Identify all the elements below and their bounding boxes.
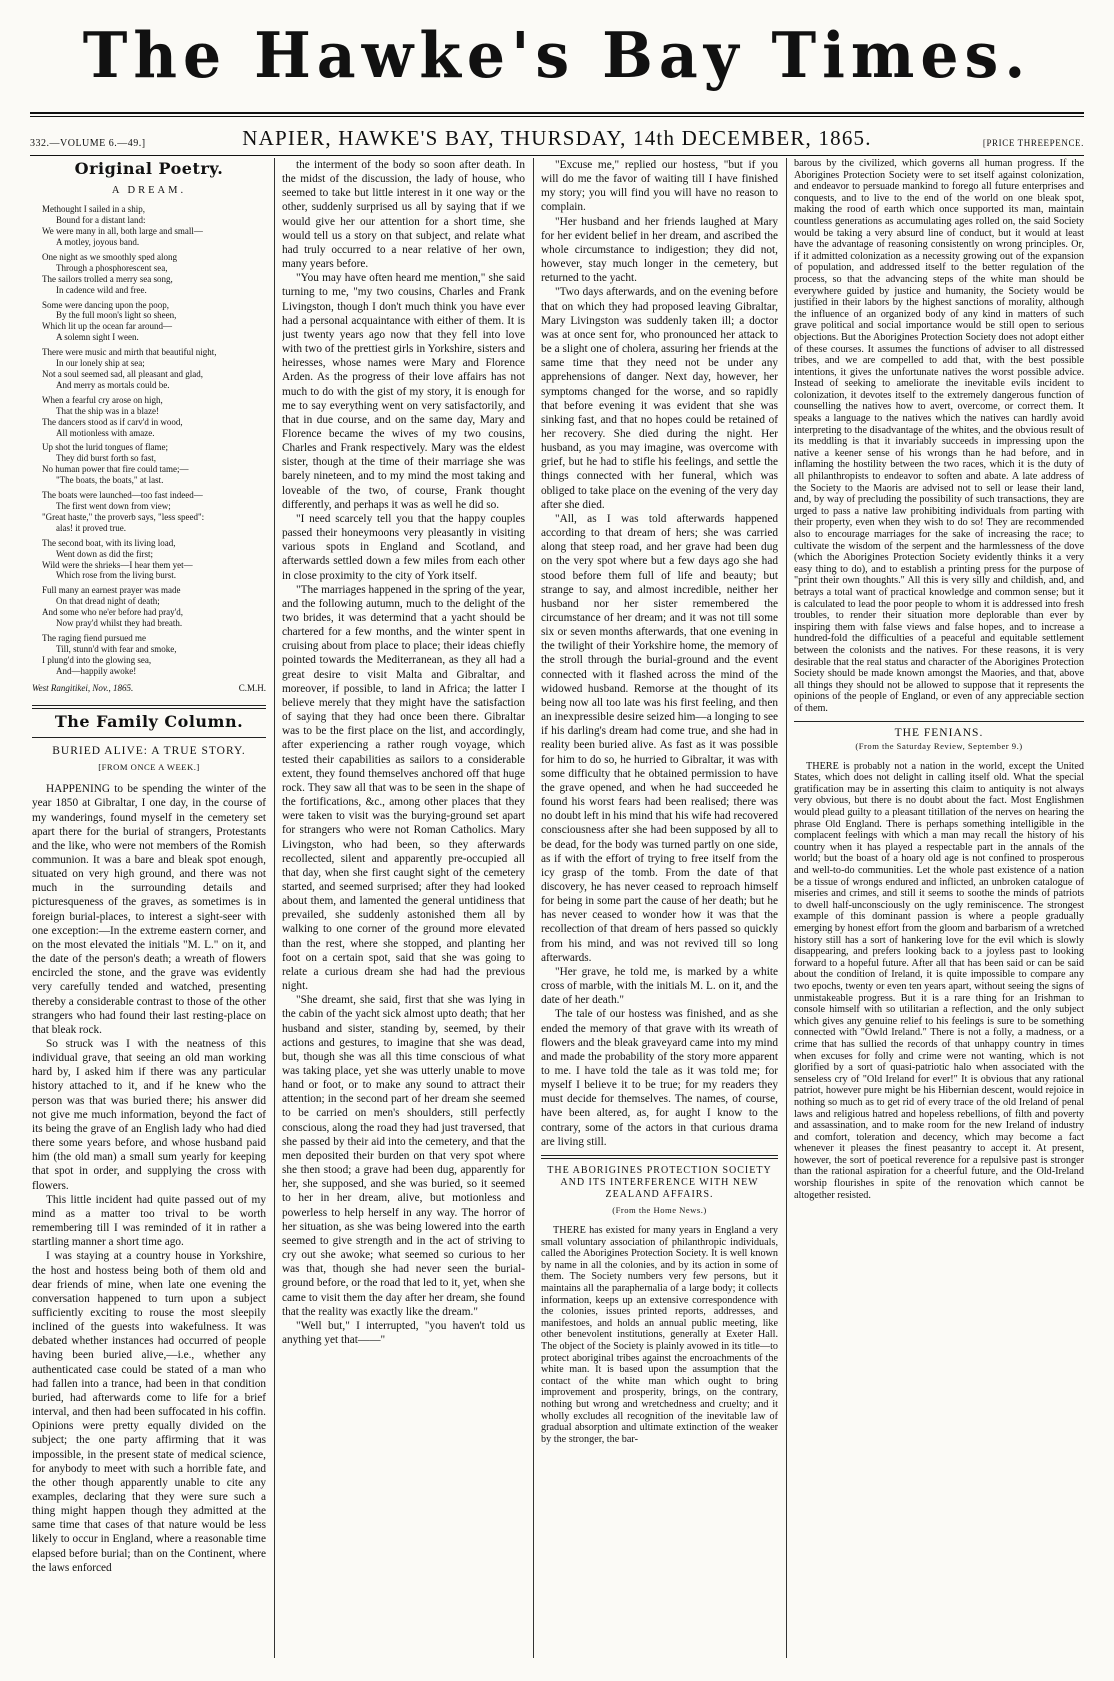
story-paragraph: So struck was I with the neatness of this individual grave, that seeing an old man working hard by, I asked him if there was any particular history attached to it, and if he knew who the person was that was buried there; his answer did not give me much information, beyond the fact of its being the grave of an English lady who had died there some years before, and whose husband paid him (the old man) a small sum yearly for keeping that spot in order, and supplying the cross with flowers. [32, 1038, 266, 1192]
story-paragraph: The tale of our hostess was finished, and as she ended the memory of that grave with its wreath of flowers and the bleak graveyard came into my mind and made the probability of the story more apparent to me. I have told the tale as it was told me; for myself I believe it to be true; for my readers they must decide for themselves. The names, of course, have been altered, as, for aught I know to the contrary, some of the actors in that curious drama are living still. [541, 1008, 778, 1148]
story-paragraph: "The marriages happened in the spring of the year, and the following autumn, much to the delight of the two brides, it was determind that a yacht should be chartered for a few months, and the winter spent in cruising about from place to place; their ideas chiefly pointed towards the Mediterranean, as they all had a great desire to visit Malta and Gibraltar, and moreover, if possible, to land in Africa; the latter I believe merely that they might have the satisfaction of saying that they had once been there. Gibraltar was to be the first place on the list, and accordingly, after experiencing a rather rough voyage, which tested their capabilities as sailors to a considerable extent, they found themselves anchored off that huge rock. They saw all that was to be seen in the shape of the fortifications, &c., among other places that they were taken to visit was the burying-ground set apart for strangers who were not Roman Catholics. Mary Livingston, who had been, so they afterwards recollected, silent and apparently pre-occupied all that day, when she first caught sight of the cemetery started, and seemed surprised; after they had looked about them, and lamented the general untidiness that prevailed, she suddenly astonished them all by walking to one corner of the ground more elevated than the rest, where she stopped, and planting her foot on a certain spot, said that she was going to relate a curious dream she had had the previous night. [282, 583, 525, 993]
poem-line: There were music and mirth that beautiful night, [42, 347, 217, 358]
poem-line: On that dread night of death; [56, 596, 160, 607]
poem-line: Methought I sailed in a ship, [42, 204, 145, 215]
dateline [30, 126, 1084, 156]
poem-stanza [42, 490, 266, 534]
poem-line: A motley, joyous band. [56, 237, 140, 248]
poem-line: The sailors trolled a merry sea song, [42, 273, 173, 284]
poem-line: The first went down from view; [56, 500, 171, 511]
column-divider [786, 158, 787, 1658]
story-paragraph: "Well but," I interrupted, "you haven't told us anything yet that——" [282, 1319, 525, 1346]
poem-line: And—happily awoke! [56, 665, 137, 676]
poem-line: No human power that fire could tame;— [42, 464, 189, 475]
poem-stanza [42, 442, 266, 486]
masthead-title: The Hawke's Bay Times. [82, 19, 1032, 93]
story-paragraph: "She dreamt, she said, first that she was lying in the cabin of the yacht sick almost upto death; that her husband and sister, standing by, seemed, by their actions and gestures, to imagine that she was dead, but, though she was all this time conscious of what was taking place, yet she was utterly unable to move hand or foot, or to make any sound to attract their attention; in the second part of her dream she seemed to be carried on men's shoulders, still perfectly conscious, along the road they had just traversed, that she passed by their aid into the cemetery, and that the men deposited their burden on that very spot where she then stood; a grave had been dug, apparently for her, she supposed, and she was buried, so it seemed to her in her dream, alive, but motionless and powerless to help herself in any way. The horror of her situation, as she was being lowered into the earth seemed to give strength and in the act of striving to cry out she awoke; what seemed so curious to her was that, though she had never seen the burial-ground before, or the road that led to it, yet, when she came to visit them the day after her dream, she found that the reality was exactly like the dream." [282, 994, 525, 1318]
fenians-title: THE FENIANS. [894, 726, 984, 739]
column-2 [282, 158, 525, 1658]
poem-line: That the ship was in a blaze! [56, 405, 159, 416]
masthead-rule-top [30, 112, 1084, 114]
poem-line: Bound for a distant land: [56, 215, 146, 226]
poem-line: They did burst forth so fast, [56, 453, 156, 464]
poem-line: Through a phosphorescent sea, [56, 262, 168, 273]
poem-line: We were many in all, both large and small— [42, 226, 203, 237]
story-paragraph: "You may have often heard me mention," she said turning to me, "my two cousins, Charles and Frank Livingston, though I don't much think you have ever had a personal acquaintance with either of them. It is just twenty years ago now that they fell into love with two of the prettiest girls in Yorkshire, sisters and heiresses, whose names were Mary and Florence Arden. As the progress of their love affairs has not much to do with the gist of my story, it is enough for me to say everything went on very satisfactorily, and that in due course, and on the same day, Mary and Florence became the wives of my two cousins, Charles and Frank respectively. Mary was the eldest sister, though at the time of their marriage she was barely nineteen, and to my mind the most taking and loveable of the two, of course, Frank thought differently, and perhaps it was as well he did so. [282, 272, 525, 511]
story-paragraph: "I need scarcely tell you that the happy couples passed their honeymoons very pleasantly in visiting various spots in England and Scotland, and afterwards settled down a few miles from each other in close proximity to the city of York itself. [282, 512, 525, 582]
story-title: BURIED ALIVE: A TRUE STORY. [52, 744, 246, 757]
poem-line: I plung'd into the glowing sea, [42, 654, 152, 665]
column-3 [541, 158, 778, 1658]
poem-stanza [42, 585, 266, 629]
poem-stanza [42, 633, 266, 677]
masthead-rule-bottom [30, 116, 1084, 117]
story-paragraph: "Her grave, he told me, is marked by a white cross of marble, with the initials M. L. on it, and the date of her death." [541, 965, 778, 1007]
story-paragraph: This little incident had quite passed out of my mind as a matter too trival to be worth remembering till I was reminded of it in rather a startling manner a short time ago. [32, 1193, 266, 1249]
story-paragraph: "All, as I was told afterwards happened according to that dream of hers; she was carried along that steep road, and her grave had been dug on the very spot where but a few days ago she had stood before them full of life and beauty; but strange to say, and almost incredible, neither her husband nor her sister remembered the circumstance of her dream; and it was not till some six or seven months afterwards, that one evening in the twilight of their Yorkshire home, the memory of the stroll through the burial-ground and the event connected with it flashed across the mind of the widowed husband. Remorse at the thought of its being now all too late was his first feeling, and then an inexpressible desire seized him—a longing to see if his darling's dream had come true, and she had in reality been buried alive. As fast as it was possible for him to do so, he hurried to Gibraltar, it was with some difficulty that he obtained permission to have the grave opened, and when he had succeeded he found his worst fears had been realised; there was no doubt left in his mind that his wife had recovered consciousness after she had been supposed by all to be dead, for the body was turned partly on one side, as if with the effort of trying to free itself from the icy grasp of the tomb. From the date of that discovery, he has never ceased to reproach himself for being in some part the cause of her death; but he has never ceased to wonder how it was that the recollection of that dream of hers passed so quickly from his mind, and was not revived till so long afterwards. [541, 512, 778, 964]
section-rule [794, 721, 1084, 722]
poem-line: In cadence wild and free. [56, 284, 147, 295]
story-text-part-2 [282, 158, 525, 1347]
poem-line: One night as we smoothly sped along [42, 251, 177, 262]
column-1 [32, 158, 266, 1658]
poem-line: Not a soul seemed sad, all pleasant and glad, [42, 369, 203, 379]
poem-line: "The boats, the boats," at last. [56, 475, 164, 486]
dateline-rule [30, 155, 1084, 156]
poem-line: A solemn sight I ween. [56, 332, 139, 343]
poem-stanza [42, 538, 266, 582]
story-paragraph: the interment of the body so soon after death. In the midst of the discussion, the lady of house, who seemed to take but little interest in it one way or the other, suddenly surprised us all by saying that if we would give her our attention for a short time, she would tell us a story on that subject, and relate what had truly occurred to a near relative of her own, many years before. [282, 159, 525, 271]
poem-line: Wild were the shrieks—I hear them yet— [42, 559, 193, 570]
poem-line: And merry as mortals could be. [56, 379, 170, 390]
poem-line: The boats were launched—too fast indeed— [42, 490, 203, 501]
poem-line: All motionless with amaze. [56, 427, 155, 438]
aborigines-source: (From the Home News.) [612, 1204, 707, 1215]
volume-number: 332.—VOLUME 6.—49.] [30, 138, 146, 149]
poem-line: Till, stunn'd with fear and smoke, [56, 643, 177, 654]
poem [32, 204, 266, 676]
story-paragraph: HAPPENING to be spending the winter of the year 1850 at Gibraltar, I one day, in the course of my wanderings, found myself in the cemetery set apart there for the burial of strangers, Protestants and the like, who were not members of the Romish communion. It was a bare and bleak spot enough, situated on very high ground, and there was not much in the surrounding details and picturesqueness of the graves, as sometimes is in foreign burial-places, to interest a sight-seer with one exception:—In the extreme eastern corner, and on the most elevated the initials "M. L." on it, and the date of the person's death; a wreath of flowers encircled the stone, and the grave was evidently very carefully tended and watched, presenting thereby a considerable contrast to those of the other strangers who had found their last resting-place on that bleak rock. [32, 783, 266, 1036]
place-date: NAPIER, HAWKE'S BAY, THURSDAY, 14th DECEMBER, 1865. [242, 126, 872, 150]
poem-line: The raging fiend pursued me [42, 632, 146, 643]
poem-line: The second boat, with its living load, [42, 537, 176, 548]
aborigines-text-part-1: THERE has existed for many years in England a very small voluntary association of philanthropic individuals, called the Aborigines Protection Society. It is well known by name in all the colonies, and by its action in some of them. The Society numbers very few persons, but it maintains all the paraphernalia of a large body; it collects information, keeps up an extensive correspondence with the colonies, issues printed reports, addresses, and manifestoes, and holds an annual public meeting, like other benevolent institutions, generally at Exeter Hall. The object of the Society is plainly avowed in its title—to protect aboriginal tribes against the encroachments of the white man. It is based upon the assumption that the contact of the white man which ought to bring improvement and prosperity, brings, on the contrary, nothing but wrong and wretchedness and cruelty; and it wholly excludes all recognition of the inevitable law of gradual absorption and ultimate extinction of the weaker by the stronger, the bar- [541, 1225, 778, 1445]
story-paragraph: "Two days afterwards, and on the evening before that on which they had proposed leaving Gibraltar, Mary Livingston was suddenly taken ill; a doctor was at once sent for, who pronounced her attack to be a slight one of cholera, assuring her friends at the same time that they need not be under any apprehensions of danger. Next day, however, her symptoms changed for the worse, and so rapidly that before evening it was evident that she was sinking fast, and that no hopes could be retained of her recovery. She died during the night. Her husband, as you may imagine, was overcome with grief, but he had to stifle his feelings, and settle the things connected with her funeral, which was obliged to take place on the evening of the very day after she died. [541, 286, 778, 511]
poem-line: Went down as did the first; [56, 548, 154, 559]
poem-line: When a fearful cry arose on high, [42, 394, 163, 405]
poem-line: Some were dancing upon the poop, [42, 299, 169, 310]
poem-line: By the full moon's light so sheen, [56, 310, 177, 321]
poem-line: The dancers stood as if carv'd in wood, [42, 416, 183, 427]
poem-signature [32, 681, 266, 695]
aborigines-text-part-2: barous by the civilized, which governs all human progress. If the Aborigines Protection Society were to set itself against colonization, and endeavor to persuade mankind to forego all future enterprises and conquests, and to live to the end of the world on one bleak spot, making the rood of earth which once supported its man, maintain countless generations as accumulating ages rolled on, the said Society would be taking a very absurd line of conduct, but it would at least have the advantage of reasoning consistently on wrong principles. Or, if it admitted colonization as a necessity growing out of the expansion of population, and addressed itself to the better regulation of the process, so that the advancing steps of the white man should be everywhere guided by justice and humanity, the Society would be justified in their labors by the highest sanctions of morality, although the influence of an organized body of any kind in matters of such grave political and social importance would be still open to serious objections. But the Aborigines Protection Society does not adopt either of these courses. It assumes the functions of adviser to all distressed tribes, and we are compelled to add that, with the best possible intentions, it gives the unfortunate natives the worst possible advice. Instead of seeking to ameliorate the inevitable evils incident to colonization, it devotes itself to the extremely dangerous function of counselling the natives how to avert, overcome, or correct them. It speaks a language to the natives which the natives can hardly avoid interpreting to the disadvantage of the whites, and the obvious result of its meddling is that it invariably succeeds in impressing upon the native a keener sense of his wrongs than he had before, and in inflaming the hostility between the two races, which it is the duty of all philanthropists to endeavor to soften and abate. A late address of the Society to the Maoris are advised not to sell or lease their land, and, by way of precluding the possibility of such transactions, they are urged to pass a native law prohibiting individuals from parting with their property, even when they wish to do so! They are recommended also to encourage marriages for the sake of increasing the race; to cultivate the wisdom of the serpent and the harmlessness of the dove (which the Aborigines Protection Society evidently thinks it a very easy thing to do), and to establish a printing press for the purpose of "print their own thoughts." All this is very silly and childish, and, and betrays a total want of practical knowledge and common sense; but it is calculated to lead the poor people to whom it is addressed into fresh troubles, to render their situation more deplorable than ever by inspiring them with false views and false hopes, and to increase a hundred-fold the difficulties of a peaceful and equitable settlement between the colonists and the natives. For these reasons, it is very desirable that the real status and character of the Aborigines Protection Society should be made known amongst the Maories, and that, above all things they should not be allowed to suppose that it represents the opinions of the people of England, or even of any appreciable section of them. [794, 158, 1084, 714]
poem-stanza [42, 252, 266, 296]
poem-line: In our lonely ship at sea; [56, 358, 145, 369]
poem-line: Which lit up the ocean far around— [42, 321, 172, 332]
section-rule [32, 705, 266, 709]
fenians-text: THERE is probably not a nation in the world, except the United States, which does not delight in calling itself old. What the special gratification may be in asserting this claim to antiquity is not always very obvious, but there is no doubt about the fact. Most Englishmen would plead guilty to a pleasant titillation of the nerves on hearing the phrase Old England. There is perhaps something intelligible in the complacent feelings with which a man may recall the history of his country when it has played a respectable part in the annals of the world; but the boast of a hoary old age is not confined to prosperous and well-to-do communities. Let the whole past existence of a nation be a tissue of wrongs endured and inflicted, an unbroken catalogue of miseries and crimes, and still it seems to soothe the minds of patriots to dwell half-unconsciously on the ugly reminiscence. The strongest example of this dominant passion is where a people gradually emerging by honest effort from the gloom and barbarism of a wretched history still has a sort of hankering love for the evil which is slowly disappearing, and prefers looking back to a joyless past to looking forward to a hopeful future. After all that has been said or can be said about the condition of Ireland, it is quite impossible to compare any two epochs, twenty or even ten years apart, without seeing the signs of unmistakeable progress. But it is a rare thing for an Irishman to console himself with so utilitarian a reflection, and the only subject which gives any genuine relief to his feelings is sure to be something connected with "Owld Ireland." There is not a folly, a madness, or a crime that has sullied the records of that unhappy country in times when excuses for folly and crime were not wanting, which is not glorified by a sort of quasi-patriotic halo when associated with the senseless cry of "Old Ireland for ever!" It is obvious that any rational patriot, however pure might be his Hibernian descent, would rejoice in nothing so much as to get rid of every trace of the old Ireland of penal laws and religious hatred and hopeless rebellions, of filth and poverty and assassination, and to make room for the new Ireland of industry and comfort, toleration and decency, which may become a fact whenever it pleases the finest peasantry to accept it. At present, however, the sort of poetical reverence for a repulsive past is stronger than the rational aspiration for a cheerful future, and the Old-Ireland worship flourishes in spite of the renovation which cannot be altogether resisted. [794, 760, 1084, 1201]
column-4 [794, 158, 1084, 1658]
poem-title: A DREAM. [111, 185, 187, 197]
fenians-source: (From the Saturday Review, September 9.) [855, 741, 1023, 752]
column-divider [274, 158, 275, 1658]
story-text-part-1 [32, 782, 266, 1575]
poetry-section-heading: Original Poetry. [74, 159, 224, 178]
poem-line: alas! it proved true. [56, 522, 126, 533]
poem-stanza [42, 204, 266, 248]
family-section-heading: The Family Column. [54, 711, 244, 731]
poem-stanza [42, 395, 266, 439]
story-paragraph: I was staying at a country house in Yorkshire, the host and hostess being both of them old and dear friends of mine, when late one evening the conversation happened to turn upon a subject sufficiently exciting to rouse the most sleepily inclined of the guests into wakefulness. It was debated whether instances had occurred of people having been buried alive,—i.e., whether any authenticated case could be stated of a man who had fallen into a trance, had been in that condition buried, had afterwards come to life for a brief interval, and then had been suffocated in his coffin. Opinions were pretty equally divided on the subject; the one party affirming that it was impossible, in the present state of medical science, for anybody to meet with such a horrible fate, and the other though apparently unable to cite any examples, declaring that they were sure such a thing might happen though they admitted at the same time that cases of that nature would be less likely to occur in England, where a reasonable time elapsed before burial; than on the Continent, where the laws enforced [32, 1250, 266, 1574]
poem-place: West Rangitikei, Nov., 1865. [32, 682, 134, 693]
story-text-part-3 [541, 158, 778, 1149]
poem-stanza [42, 347, 266, 391]
poem-line: Now pray'd whilst they had breath. [56, 618, 183, 629]
poem-line: Which rose from the living burst. [56, 570, 176, 581]
section-rule [541, 1155, 778, 1159]
poem-line: "Great haste," the proverb says, "less speed": [42, 511, 205, 522]
poem-stanza [42, 300, 266, 344]
column-divider [533, 158, 534, 1658]
story-paragraph: "Her husband and her friends laughed at Mary for her evident belief in her dream, and ascribed the whole circumstance to indigestion; they did not, however, stay much longer in the cemetery, but returned to the yacht. [541, 215, 778, 285]
poem-line: Full many an earnest prayer was made [42, 585, 181, 596]
poem-initials: C.M.H. [238, 682, 266, 693]
poem-line: Up shot the lurid tongues of flame; [42, 442, 168, 453]
story-paragraph: "Excuse me," replied our hostess, "but if you will do me the favor of waiting till I have finished my story; you will find you will have no reason to complain. [541, 159, 778, 214]
poem-line: And some who ne'er before had pray'd, [42, 607, 183, 618]
section-rule [32, 737, 266, 738]
price: [PRICE THREEPENCE. [982, 138, 1084, 148]
aborigines-title: THE ABORIGINES PROTECTION SOCIETY AND ITS INTERFERENCE WITH NEW ZEALAND AFFAIRS. [547, 1164, 772, 1200]
story-source: [FROM ONCE A WEEK.] [98, 762, 200, 773]
